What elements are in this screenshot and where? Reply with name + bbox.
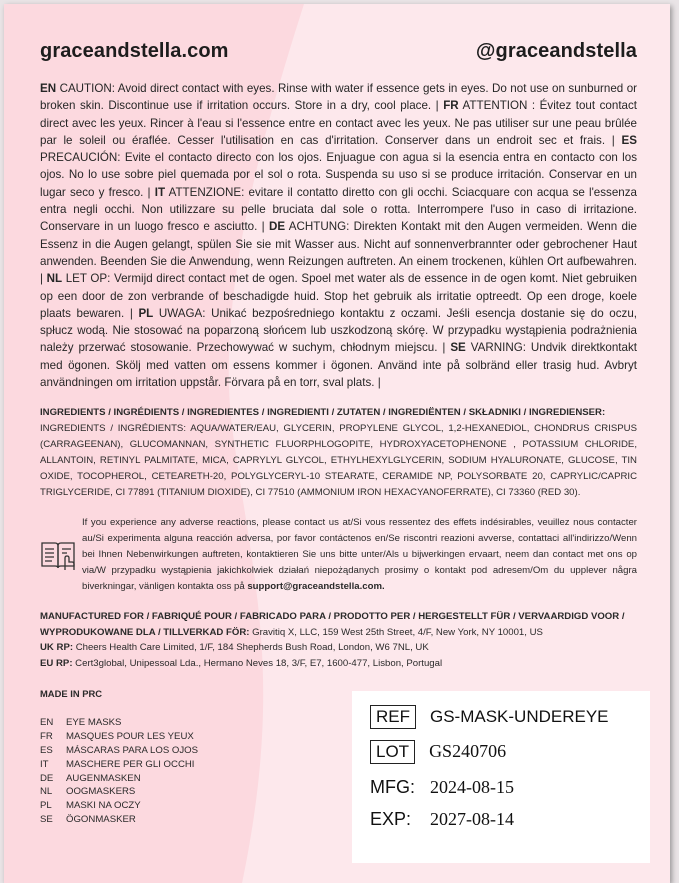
eu-rp-address: Cert3global, Unipessoal Lda., Hermano Neves 18, 3/F, E7, 1600-477, Lisbon, Portugal: [72, 657, 443, 669]
product-name-item: [40, 716, 198, 730]
bottom-row: [40, 687, 637, 863]
adverse-reactions-text: [82, 515, 637, 595]
manufacturer-address: Gravitiq X, LLC, 159 West 25th Street, 4/F, New York, NY 10001, US: [249, 626, 543, 638]
language-code: ES: [40, 744, 53, 756]
lot-row: [370, 740, 506, 764]
ingredients-section: [40, 405, 637, 501]
language-code: NL: [46, 272, 63, 286]
instruction-book-icon: [40, 539, 76, 571]
manufacturer-info: [40, 609, 637, 671]
language-code: DE: [40, 772, 54, 784]
ref-row: [370, 705, 609, 729]
package-back-panel: [4, 4, 670, 883]
ingredients-heading: INGREDIENTS / INGRÉDIENTS / INGREDIENTES / INGREDIENTI / ZUTATEN / INGREDIËNTEN / SKŁADNIKI / INGREDIENSER:: [40, 407, 606, 419]
batch-label: [352, 691, 650, 863]
product-name-item: [40, 813, 198, 827]
made-in: MADE IN PRC: [40, 688, 102, 700]
caution-it: ATTENZIONE: evitare il contatto diretto con gli occhi. Sciacquare con acqua se l'essenza entra negli occhi. Non utilizzare su pelle bruciata dal sole o rotta. Interrompere l'uso in caso di irritazione. Conservare in un luogo fresco e asciutto. |: [40, 185, 637, 234]
contact-text: If you experience any adverse reactions, please contact us at/Si vous ressentez des effets indésirables, veuillez nous contacter au/Si experimenta alguna reacción adversa, por favor contáctenos en/Se riscontri reazioni avverse, contattaci all'indirizzo/Wenn bei Ihnen Nebenwirkungen auftreten, kontaktieren Sie uns bitte unter/Als u bijwerkingen ervaart, neem dan contact met ons op via/W przypadku wystąpienia jakichkolwiek działań niepożądanych prosimy o kontakt pod adresem/Om du upplever några biverkningar, vänligen kontakta oss på: [82, 517, 637, 593]
eu-rp-label: EU RP:: [40, 657, 73, 669]
product-name: AUGENMASKEN: [66, 772, 141, 784]
panel-content: [40, 4, 637, 883]
exp-label: EXP:: [370, 809, 412, 830]
lot-value: GS240706: [429, 741, 507, 762]
language-code: FR: [40, 731, 53, 743]
social-handle: @graceandstella: [475, 40, 637, 62]
language-code: EN: [40, 82, 57, 95]
mfg-label: MFG:: [370, 777, 415, 798]
language-code: ES: [621, 133, 637, 147]
mfg-row: [370, 777, 514, 799]
product-name-item: [40, 730, 198, 744]
product-name: MASKI NA OCZY: [66, 800, 141, 812]
support-email: support@graceandstella.com.: [247, 581, 385, 593]
language-code: SE: [40, 813, 53, 825]
product-name-item: [40, 772, 198, 786]
language-code: IT: [154, 185, 166, 199]
product-name-item: [40, 758, 198, 772]
product-name: MASQUES POUR LES YEUX: [66, 731, 194, 743]
product-name-item: [40, 785, 198, 799]
language-code: PL: [138, 306, 154, 320]
origin-and-names: [40, 687, 198, 826]
website-url: graceandstella.com: [40, 40, 229, 62]
product-name: ÖGONMASKER: [66, 813, 136, 825]
language-code: NL: [40, 786, 53, 798]
caution-pl: UWAGA: Unikać bezpośredniego kontaktu z oczami. Jeśli esencja dostanie się do oczu, spłucz wodą. Nie stosować na poparzoną słońcem lub uszkodzoną skórę. W przypadku wystąpienia podrażnienia należy przerwać stosowanie. Przechowywać w suchym, chłodnym miejscu. |: [40, 306, 637, 355]
product-name-item: [40, 799, 198, 813]
language-code: IT: [40, 758, 49, 770]
uk-rp-address: Cheers Health Care Limited, 1/F, 184 Shepherds Bush Road, London, W6 7NL, UK: [73, 642, 429, 654]
exp-row: [370, 809, 514, 831]
ingredients-list: INGREDIENTS / INGRÉDIENTS: AQUA/WATER/EAU, GLYCERIN, PROPYLENE GLYCOL, 1,2-HEXANEDIOL, CHONDRUS CRISPUS (CARRAGEENAN), GLUCOMANNAN, SYNTHETIC FLUORPHLOGOPITE, HYDROXYACETOPHENONE , POTASSIUM CHLORIDE, ALLANTOIN, RETINYL PALMITATE, MICA, CAPRYLYL GLYCOL, ETHYLHEXYLGLYCERIN, SODIUM HYALURONATE, GLUCOSE, TIN OXIDE, TOCOPHEROL, CETEARETH-20, POLYGLYCERYL-10 STEARATE, CERAMIDE NP, POLYSORBATE 20, CAPRYLIC/CAPRIC TRIGLYCERIDE, CI 77891 (TITANIUM DIOXIDE), CI 77510 (AMMONIUM IRON HEXACYANOFERRATE), CI 73360 (RED 30).: [40, 423, 637, 499]
caution-de: ACHTUNG: Direkten Kontakt mit den Augen vermeiden. Wenn die Essenz in die Augen gelangt, spülen Sie sie mit Wasser aus. Nicht auf sonnenverbrannter oder gebrochener Haut anwenden. Beenden Sie die Anwendung, wenn Reizungen auftreten. An einem trockenen, kühlen Ort aufbewahren. |: [40, 220, 637, 286]
product-names-list: [40, 716, 198, 826]
uk-rp-label: UK RP:: [40, 642, 74, 654]
ref-symbol: REF: [370, 705, 416, 729]
exp-date: 2027-08-14: [430, 809, 514, 830]
language-code: EN: [40, 717, 54, 729]
caution-en: CAUTION: Avoid direct contact with eyes. Rinse with water if essence gets in eyes. Do not use on sunburned or broken skin. Discontinue use if irritation occurs. Store in a dry, cool place. |: [40, 82, 637, 113]
product-name-item: [40, 744, 198, 758]
caution-text: [40, 80, 637, 391]
manufacturer-label: MANUFACTURED FOR / FABRIQUÉ POUR / FABRICADO PARA / PRODOTTO PER / HERGESTELLT FÜR / VERVAARDIGD VOOR / WYPRODUKOWANE DLA / TILLVERKAD FÖR:: [40, 611, 625, 638]
mfg-date: 2024-08-15: [430, 777, 514, 798]
adverse-reactions-section: [40, 515, 637, 595]
ref-value: GS-MASK-UNDEREYE: [430, 707, 609, 727]
product-name: EYE MASKS: [66, 717, 122, 729]
caution-fr: ATTENTION : Évitez tout contact direct avec les yeux. Rincer à l'eau si l'essence entre en contact avec les yeux. Ne pas utiliser sur une peau brûlée par le soleil ou éraflée. Cesser l'utilisation en cas d'irritation. Conserver dans un endroit sec et frais. |: [40, 99, 638, 147]
language-code: FR: [443, 99, 459, 113]
product-name: MASCHERE PER GLI OCCHI: [66, 758, 195, 770]
header-row: [40, 38, 637, 64]
lot-symbol: LOT: [370, 740, 415, 764]
language-code: PL: [40, 800, 52, 812]
language-code: DE: [269, 220, 286, 234]
product-name: MÁSCARAS PARA LOS OJOS: [66, 744, 199, 756]
caution-es: PRECAUCIÓN: Evite el contacto directo con los ojos. Enjuague con agua si la esencia entra en contacto con los ojos. No lo use sobre piel quemada por el sol o rota. Suspenda su uso si se produce irritación. Conservar en un lugar seco y fresco. |: [40, 151, 637, 199]
language-code: SE: [450, 341, 466, 355]
caution-nl: LET OP: Vermijd direct contact met de ogen. Spoel met water als de essence in de ogen komt. Niet gebruiken op een door de zon verbrande of beschadigde huid. Stop het gebruik als irritatie optreedt. Op een droge, koele plaats bewaren. |: [40, 272, 637, 320]
caution-se: VARNING: Undvik direktkontakt med ögonen. Skölj med vatten om essens kommer i ögonen. Använd inte på solbränd eller trasig hud. Avbryt användningen om irritation uppstår. Förvara på en torr, sval plats. |: [40, 341, 637, 390]
product-name: OOGMASKERS: [66, 786, 136, 798]
